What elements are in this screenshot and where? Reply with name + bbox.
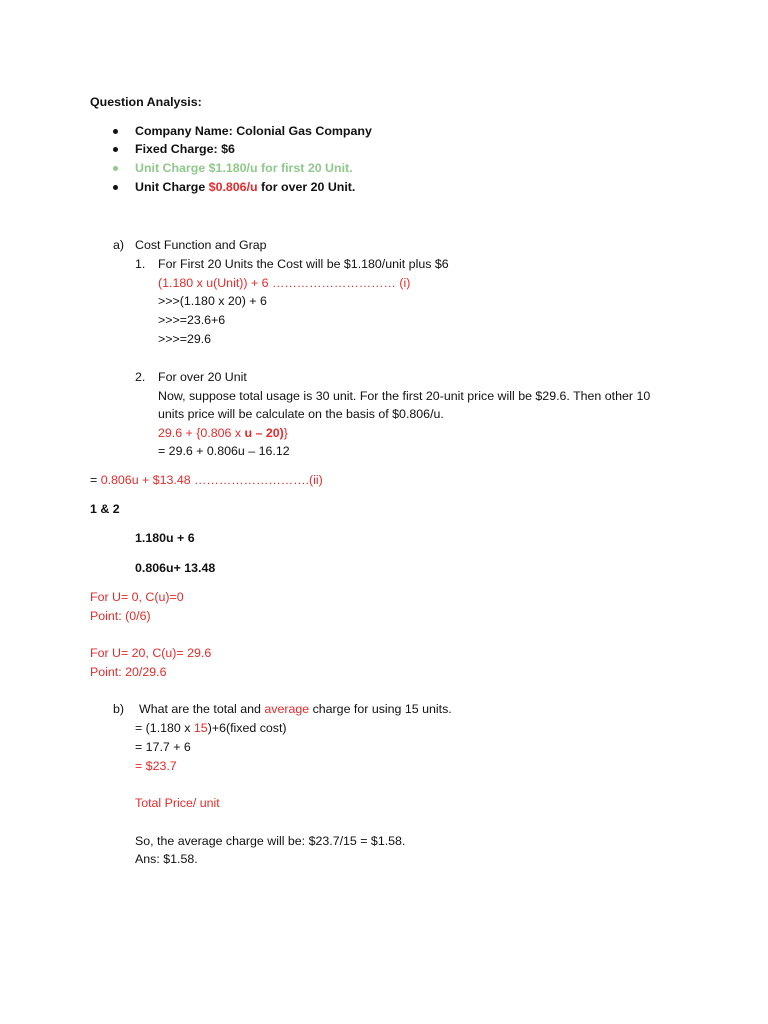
item1-formula: (1.180 x u(Unit)) + 6 ………………………… (i) (158, 276, 411, 290)
bullet-company-name: Company Name: Colonial Gas Company (135, 124, 372, 138)
item2-paragraph-line1: Now, suppose total usage is 30 unit. For the first 20-unit price will be $29.6. Then other 10 (158, 389, 651, 403)
item1-text: For First 20 Units the Cost will be $1.180/unit plus $6 (158, 257, 449, 271)
item2-formula-pre: 29.6 + {0.806 x (158, 426, 245, 440)
item1-step: >>>=29.6 (158, 332, 212, 346)
part-a-marker: a) (113, 238, 125, 252)
part-b-line1 (135, 720, 287, 736)
question-pre: What are the total and (139, 702, 265, 716)
unit-charge-rate: $0.806/u (208, 180, 258, 194)
bullet-dot (113, 147, 118, 152)
bullet-dot (113, 185, 118, 190)
point1-value: Point: (0/6) (90, 609, 151, 623)
point2-value: Point: 20/29.6 (90, 665, 167, 679)
line1-post: )+6(fixed cost) (207, 721, 287, 735)
unit-charge-pre: Unit Charge (135, 180, 209, 194)
question-average: average (264, 702, 310, 716)
item2-formula-bold: u – 20) (244, 426, 284, 440)
part-b-total: = $23.7 (135, 759, 177, 773)
question-analysis-heading: Question Analysis: (90, 95, 202, 109)
item2-expanded: = 29.6 + 0.806u – 16.12 (158, 444, 290, 458)
item1-step: >>>=23.6+6 (158, 313, 226, 327)
result-formula: 0.806u + $13.48 ……………………….(ii) (100, 473, 323, 487)
combined-equation-2: 0.806u+ 13.48 (135, 561, 216, 575)
combined-label: 1 & 2 (90, 502, 120, 516)
part-a-title: Cost Function and Grap (135, 238, 267, 252)
bullet-unit-charge-over (135, 179, 355, 195)
item1-number: 1. (135, 257, 146, 271)
question-post: charge for using 15 units. (309, 702, 452, 716)
bullet-unit-charge-first: Unit Charge $1.180/u for first 20 Unit. (135, 161, 353, 175)
item2-text: For over 20 Unit (158, 370, 247, 384)
answer: Ans: $1.58. (135, 852, 198, 866)
item2-paragraph-line2: units price will be calculate on the basis of $0.806/u. (158, 407, 444, 421)
combined-equation-1: 1.180u + 6 (135, 531, 195, 545)
item2-number: 2. (135, 370, 146, 384)
item2-formula (158, 425, 288, 441)
part-b-marker: b) (113, 702, 125, 716)
bullet-dot (113, 166, 118, 171)
part-a-result (90, 472, 323, 488)
total-price-per-unit: Total Price/ unit (135, 796, 220, 810)
part-b-line2: = 17.7 + 6 (135, 740, 191, 754)
point1-condition: For U= 0, C(u)=0 (90, 590, 184, 604)
item1-step: >>>(1.180 x 20) + 6 (158, 294, 267, 308)
unit-charge-post: for over 20 Unit. (257, 180, 356, 194)
line1-pre: = (1.180 x (135, 721, 194, 735)
part-b-question (139, 701, 452, 717)
item2-formula-post: } (283, 426, 288, 440)
line1-units: 15 (193, 721, 208, 735)
result-prefix: = (90, 473, 101, 487)
bullet-dot (113, 129, 118, 134)
bullet-fixed-charge: Fixed Charge: $6 (135, 142, 235, 156)
point2-condition: For U= 20, C(u)= 29.6 (90, 646, 212, 660)
average-charge-sentence: So, the average charge will be: $23.7/15 = $1.58. (135, 834, 406, 848)
